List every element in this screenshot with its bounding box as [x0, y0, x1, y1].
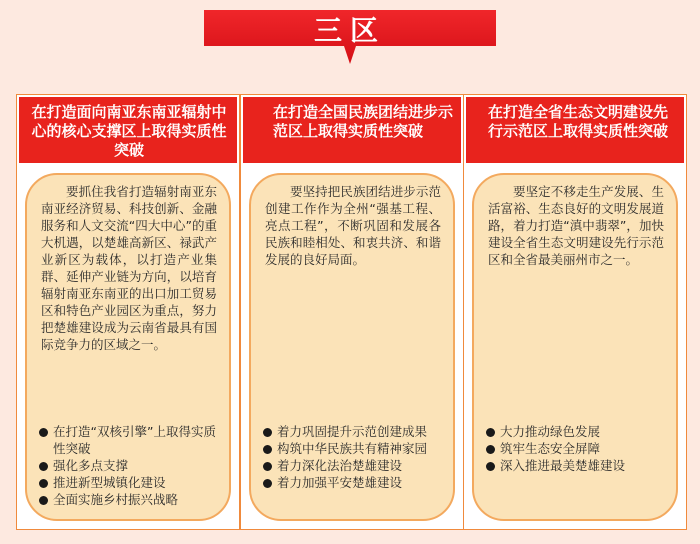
zone-body-2	[249, 173, 455, 521]
title-ribbon	[204, 10, 496, 64]
zone-bullet-list-3	[486, 423, 666, 474]
zone-body-1	[25, 173, 231, 521]
bullet-icon	[39, 496, 48, 505]
bullet-icon	[39, 462, 48, 471]
bullet-icon	[39, 428, 48, 437]
bullet-icon	[486, 445, 495, 454]
list-item: 深入推进最美楚雄建设	[486, 457, 666, 474]
zone-title-1: 在打造面向南亚东南亚辐射中心的核心支撑区上取得实质性突破	[31, 103, 227, 159]
zone-header-1	[19, 97, 237, 163]
zone-card-3	[463, 94, 687, 530]
bullet-icon	[263, 445, 272, 454]
list-item: 构筑中华民族共有精神家园	[263, 440, 443, 457]
bullet-icon	[263, 428, 272, 437]
zone-body-3	[472, 173, 678, 521]
bullet-icon	[486, 462, 495, 471]
list-item: 全面实施乡村振兴战略	[39, 491, 219, 508]
list-item: 在打造“双核引擎”上取得实质性突破	[39, 423, 219, 457]
bullet-icon	[39, 479, 48, 488]
list-item: 着力加强平安楚雄建设	[263, 474, 443, 491]
list-item: 着力深化法治楚雄建设	[263, 457, 443, 474]
zone-card-2	[240, 94, 464, 530]
zone-description-1: 要抓住我省打造辐射南亚东南亚经济贸易、科技创新、金融服务和人文交流“四大中心”的重大机遇，以楚雄高新区、禄武产业新区为载体，以打造产业集群、延伸产业链为方向，以培育辐射南亚东南亚的出口加工贸易区和特色产业园区为重点，努力把楚雄建设成为云南省最具有国际竞争力的区域之一。	[41, 184, 217, 352]
page-title: 三区	[313, 14, 386, 47]
bullet-icon	[486, 428, 495, 437]
zone-card-1	[16, 94, 240, 530]
zone-description-3: 要坚定不移走生产发展、生活富裕、生态良好的文明发展道路，着力打造“滇中翡翠”，加快建设全省生态文明建设先行示范区和全省最美丽州市之一。	[488, 184, 664, 267]
list-item: 着力巩固提升示范创建成果	[263, 423, 443, 440]
zone-bullet-list-1	[39, 423, 219, 508]
list-item: 强化多点支撑	[39, 457, 219, 474]
zone-title-2: 在打造全国民族团结进步示范区上取得实质性突破	[273, 103, 454, 140]
list-item: 筑牢生态安全屏障	[486, 440, 666, 457]
list-item: 大力推动绿色发展	[486, 423, 666, 440]
zone-title-3: 在打造全省生态文明建设先行示范区上取得实质性突破	[488, 103, 669, 140]
zone-bullet-list-2	[263, 423, 443, 491]
zone-header-3	[466, 97, 684, 163]
bullet-icon	[263, 462, 272, 471]
list-item: 推进新型城镇化建设	[39, 474, 219, 491]
zone-description-2: 要坚持把民族团结进步示范创建工作作为全州“强基工程、亮点工程”，不断巩固和发展各民族和睦相处、和衷共济、和谐发展的良好局面。	[265, 184, 441, 267]
zone-header-2	[243, 97, 461, 163]
bullet-icon	[263, 479, 272, 488]
